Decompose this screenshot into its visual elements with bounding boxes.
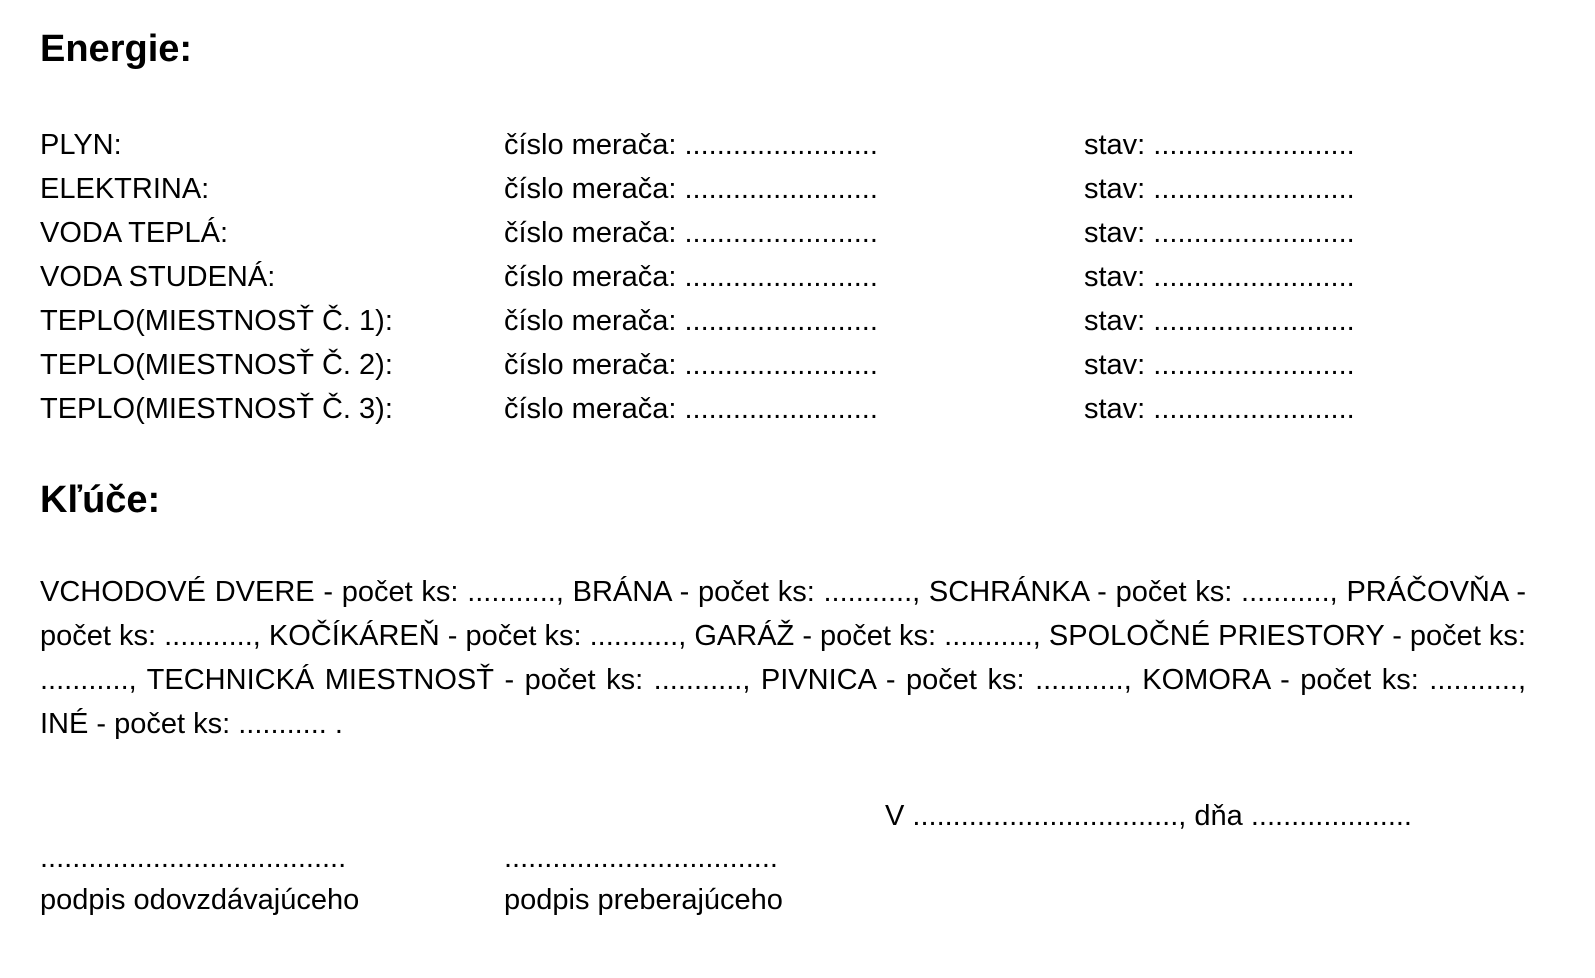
energy-label: ELEKTRINA:	[40, 173, 210, 205]
energy-label: TEPLO(MIESTNOSŤ Č. 2):	[40, 349, 393, 381]
signature-line: ......................................	[40, 842, 347, 874]
meter-number-field: číslo merača: ........................	[504, 173, 878, 205]
place-date-line: V ................................., dňa ....................	[885, 800, 1412, 832]
meter-state-field: stav: .........................	[1084, 305, 1355, 337]
meter-state-field: stav: .........................	[1084, 129, 1355, 161]
energy-row-gas	[40, 123, 1560, 167]
energy-row-heat-room-2	[40, 343, 1560, 387]
meter-number-field: číslo merača: ........................	[504, 129, 878, 161]
signature-caption: podpis preberajúceho	[504, 884, 783, 916]
keys-paragraph: VCHODOVÉ DVERE - počet ks: ..........., BRÁNA - počet ks: ..........., SCHRÁNKA - počet ks: ..........., PRÁČOVŇA - počet ks: ..........., KOČÍKÁREŇ - počet ks: ..........., GARÁŽ - počet ks: ..........., SPOLOČNÉ PRIESTORY - počet ks: ..........., TECHNICKÁ MIESTNOSŤ - počet ks: ..........., PIVNICA - počet ks: ..........., KOMORA - počet ks: ..........., INÉ - počet ks: ........... .	[40, 576, 1526, 740]
energy-label: TEPLO(MIESTNOSŤ Č. 1):	[40, 305, 393, 337]
energy-label: TEPLO(MIESTNOSŤ Č. 3):	[40, 393, 393, 425]
meter-number-field: číslo merača: ........................	[504, 261, 878, 293]
meter-state-field: stav: .........................	[1084, 217, 1355, 249]
energy-row-heat-room-3	[40, 387, 1560, 431]
energy-label: PLYN:	[40, 129, 122, 161]
signature-handing-over	[40, 836, 359, 922]
meter-state-field: stav: .........................	[1084, 261, 1355, 293]
energy-row-electricity	[40, 167, 1560, 211]
meter-state-field: stav: .........................	[1084, 393, 1355, 425]
meter-state-field: stav: .........................	[1084, 349, 1355, 381]
keys-heading: Kľúče:	[40, 479, 161, 521]
energy-row-cold-water	[40, 255, 1560, 299]
energy-meter-list	[40, 123, 1560, 431]
signature-receiving	[504, 836, 783, 922]
energy-label: VODA TEPLÁ:	[40, 217, 229, 249]
signature-caption: podpis odovzdávajúceho	[40, 884, 360, 916]
meter-number-field: číslo merača: ........................	[504, 217, 878, 249]
energy-row-heat-room-1	[40, 299, 1560, 343]
energy-row-hot-water	[40, 211, 1560, 255]
meter-number-field: číslo merača: ........................	[504, 305, 878, 337]
meter-number-field: číslo merača: ........................	[504, 349, 878, 381]
meter-number-field: číslo merača: ........................	[504, 393, 878, 425]
energy-label: VODA STUDENÁ:	[40, 261, 276, 293]
energy-heading: Energie:	[40, 28, 193, 70]
meter-state-field: stav: .........................	[1084, 173, 1355, 205]
signature-line: ..................................	[504, 842, 778, 874]
